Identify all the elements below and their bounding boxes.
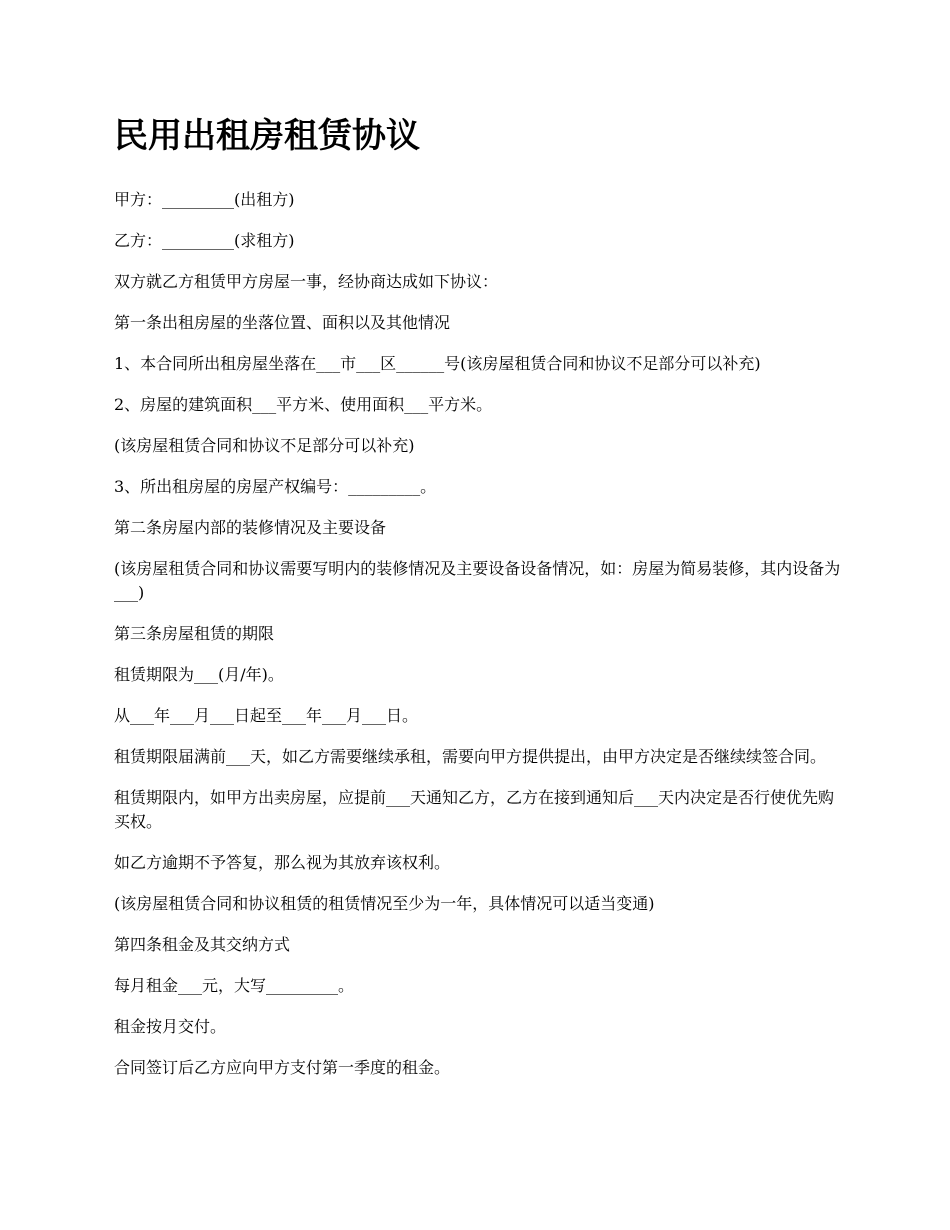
waiver-clause: 如乙方逾期不予答复，那么视为其放弃该权利。 xyxy=(114,853,451,872)
article-3-heading: 第三条房屋租赁的期限 xyxy=(114,624,275,643)
renewal-clause: 租赁期限届满前___天，如乙方需要继续承租，需要向甲方提供提出，由甲方决定是否继续续签合同。 xyxy=(114,747,827,766)
article-4-heading: 第四条租金及其交纳方式 xyxy=(114,935,291,954)
article-3-note: (该房屋租赁合同和协议租赁的租赁情况至少为一年，具体情况可以适当变通) xyxy=(114,894,655,913)
party-b-line: 乙方：_________(求租方) xyxy=(114,231,295,250)
document-title: 民用出租房租赁协议 xyxy=(114,116,420,156)
party-a-line: 甲方：_________(出租方) xyxy=(114,190,295,209)
first-payment: 合同签订后乙方应向甲方支付第一季度的租金。 xyxy=(114,1058,451,1077)
article-1-heading: 第一条出租房屋的坐落位置、面积以及其他情况 xyxy=(114,313,451,332)
payment-frequency: 租金按月交付。 xyxy=(114,1017,227,1036)
article-1-note: (该房屋租赁合同和协议不足部分可以补充) xyxy=(114,436,415,455)
monthly-rent: 每月租金___元，大写_________。 xyxy=(114,976,355,995)
sale-clause: 租赁期限内，如甲方出卖房屋，应提前___天通知乙方，乙方在接到通知后___天内决定是否行使优先购买权。 xyxy=(114,788,835,831)
lease-term: 租赁期限为___(月/年)。 xyxy=(114,665,284,684)
article-2-note: (该房屋租赁合同和协议需要写明内的装修情况及主要设备设备情况，如：房屋为简易装修，其内设备为___) xyxy=(114,559,841,602)
lease-dates: 从___年___月___日起至___年___月___日。 xyxy=(114,706,419,725)
preamble: 双方就乙方租赁甲方房屋一事，经协商达成如下协议： xyxy=(114,272,499,291)
article-1-item-3: 3、所出租房屋的房屋产权编号：_________。 xyxy=(114,477,437,496)
article-1-item-2: 2、房屋的建筑面积___平方米、使用面积___平方米。 xyxy=(114,395,493,414)
document-page xyxy=(114,112,842,1097)
article-2-heading: 第二条房屋内部的装修情况及主要设备 xyxy=(114,518,387,537)
article-1-item-1: 1、本合同所出租房屋坐落在___市___区______号(该房屋租赁合同和协议不足部分可以补充) xyxy=(114,354,761,373)
